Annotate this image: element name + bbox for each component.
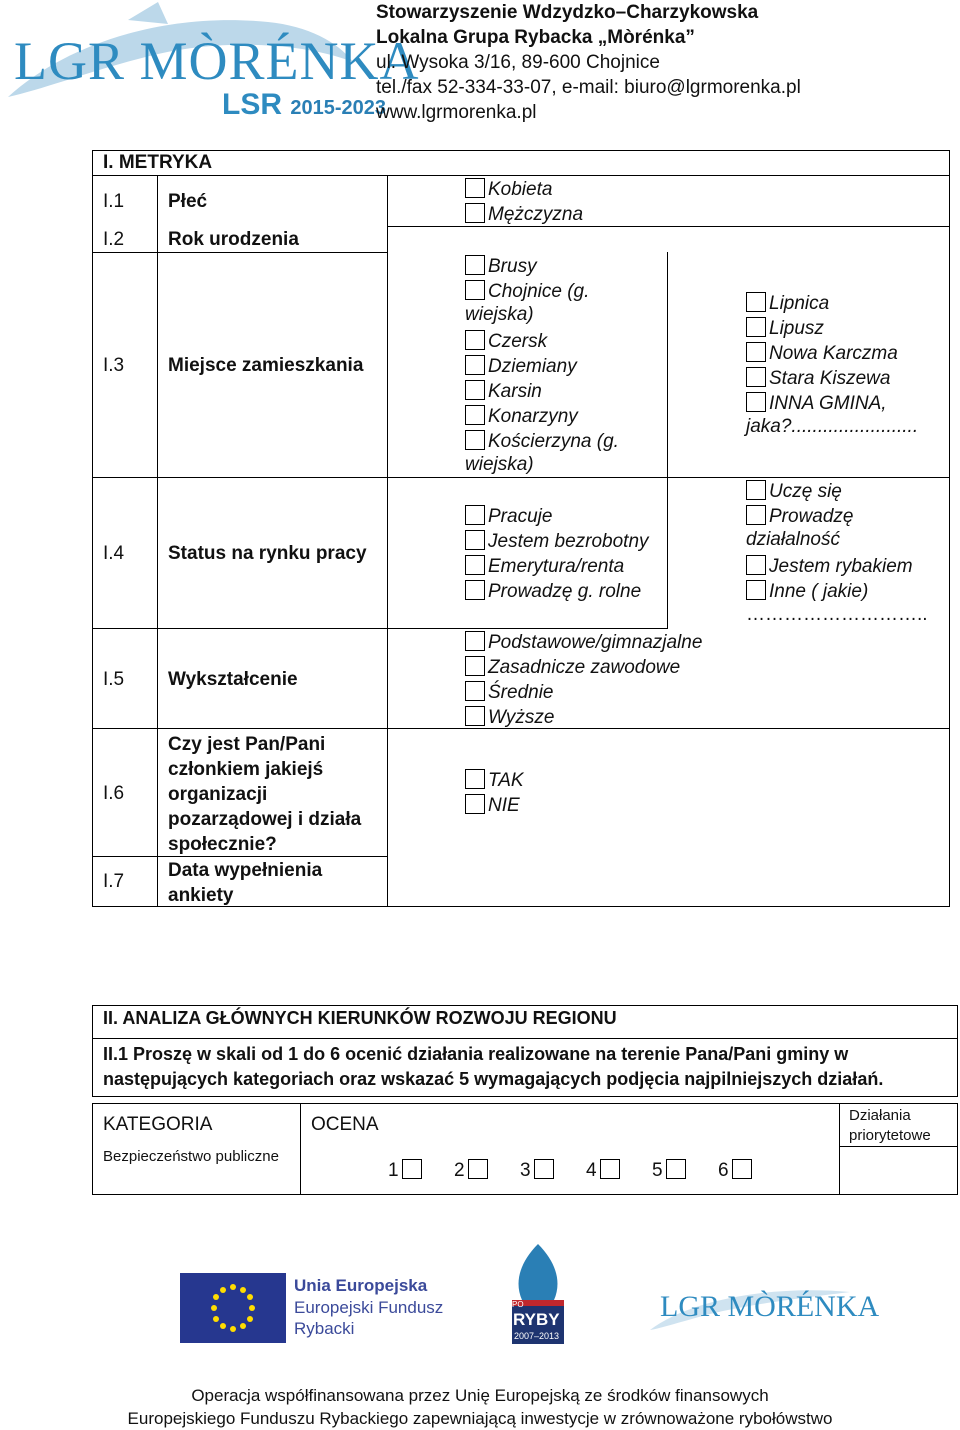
checkbox-tak[interactable]: TAK	[465, 768, 524, 793]
checkbox-nowa-karczma[interactable]: Nowa Karczma	[746, 341, 898, 366]
option-continuation: działalność	[746, 529, 840, 550]
org-contact: tel./fax 52-334-33-07, e-mail: biuro@lgrmorenka.pl	[376, 77, 801, 98]
rating-4[interactable]: 4	[586, 1159, 623, 1182]
row-category: Bezpieczeństwo publiczne	[103, 1148, 279, 1165]
checkbox-koscierzyna[interactable]: Kościerzyna (g.	[465, 429, 619, 454]
footer-line-1: Operacja współfinansowana przez Unię Europejską ze środków finansowych	[191, 1386, 769, 1405]
org-name: Stowarzyszenie Wdzydzko–Charzykowska	[376, 2, 759, 23]
checkbox-czersk[interactable]: Czersk	[465, 329, 547, 354]
row-num: I.1	[103, 191, 125, 212]
checkbox-bezrobotny[interactable]: Jestem bezrobotny	[465, 529, 649, 554]
row-num: I.4	[103, 543, 125, 564]
org-address: ul. Wysoka 3/16, 89-600 Chojnice	[376, 52, 660, 73]
row-num: I.7	[103, 871, 125, 892]
inne-fill[interactable]: ………………………..	[746, 604, 928, 625]
logo-lsr: LSR 2015-2023	[222, 88, 386, 121]
checkbox-nie[interactable]: NIE	[465, 793, 520, 818]
row-num: I.2	[103, 229, 125, 250]
rating-2[interactable]: 2	[454, 1159, 491, 1182]
footer-line-2: Europejskiego Funduszu Rybackiego zapewniającą inwestycje w zrównoważone rybołówstwo	[127, 1409, 833, 1428]
checkbox-srednie[interactable]: Średnie	[465, 680, 554, 705]
org-website: www.lgrmorenka.pl	[376, 102, 537, 123]
checkbox-inna-gmina[interactable]: INNA GMINA,	[746, 391, 887, 416]
org-group: Lokalna Grupa Rybacka „Mòrénka”	[376, 27, 695, 48]
date-field[interactable]	[388, 857, 949, 906]
row-label: Status na rynku pracy	[168, 543, 367, 564]
eu-flag-icon	[180, 1273, 286, 1343]
checkbox-podstawowe[interactable]: Podstawowe/gimnazjalne	[465, 630, 702, 655]
ryby-po: PO	[512, 1300, 524, 1309]
col-dzialania: Działania priorytetowe	[849, 1107, 931, 1144]
checkbox-konarzyny[interactable]: Konarzyny	[465, 404, 578, 429]
organization-info	[376, 0, 801, 125]
lgr-text: LGR MÒRÉNKA	[660, 1290, 880, 1323]
footer	[0, 1384, 960, 1430]
rating-1[interactable]: 1	[388, 1159, 425, 1182]
row-label: Wykształcenie	[168, 669, 298, 690]
ryby-name: RYBY	[513, 1310, 560, 1329]
col-kategoria: KATEGORIA	[103, 1114, 213, 1135]
option-continuation: wiejska)	[465, 304, 534, 325]
checkbox-kobieta[interactable]: Kobieta	[465, 177, 552, 202]
rating-5[interactable]: 5	[652, 1159, 689, 1182]
checkbox-chojnice[interactable]: Chojnice (g.	[465, 279, 589, 304]
checkbox-brusy[interactable]: Brusy	[465, 254, 537, 279]
rating-6[interactable]: 6	[718, 1159, 755, 1182]
row-label: Płeć	[168, 191, 208, 212]
checkbox-lipusz[interactable]: Lipusz	[746, 316, 824, 341]
eu-line-1: Unia Europejska	[294, 1276, 428, 1295]
checkbox-lipnica[interactable]: Lipnica	[746, 291, 829, 316]
row-label: Data wypełnienia ankiety	[168, 860, 323, 906]
ryby-years: 2007–2013	[514, 1331, 560, 1341]
checkbox-mezczyzna[interactable]: Mężczyzna	[465, 202, 583, 227]
checkbox-rybak[interactable]: Jestem rybakiem	[746, 554, 913, 579]
priority-field[interactable]	[840, 1147, 957, 1194]
question-line-1: II.1 Proszę w skali od 1 do 6 ocenić działania realizowane na terenie Pana/Pani gminy w	[103, 1044, 849, 1064]
logo-text: LGR MÒRÉNKA	[14, 31, 420, 91]
checkbox-karsin[interactable]: Karsin	[465, 379, 542, 404]
checkbox-zasadnicze[interactable]: Zasadnicze zawodowe	[465, 655, 680, 680]
inna-gmina-fill[interactable]: jaka?........................	[746, 416, 919, 437]
row-num: I.6	[103, 783, 125, 804]
checkbox-wyzsze[interactable]: Wyższe	[465, 705, 555, 730]
row-label: Czy jest Pan/Pani członkiem jakiejś organizacji pozarządowej i działa społecznie?	[168, 734, 362, 855]
section-title: I. METRYKA	[103, 152, 213, 173]
checkbox-pracuje[interactable]: Pracuje	[465, 504, 552, 529]
option-continuation: wiejska)	[465, 454, 534, 475]
row-num: I.5	[103, 669, 125, 690]
col-ocena: OCENA	[311, 1114, 379, 1135]
checkbox-gospodarstwo[interactable]: Prowadzę g. rolne	[465, 579, 641, 604]
eu-line-3: Rybacki	[294, 1319, 355, 1338]
question-line-2: następujących kategoriach oraz wskazać 5 wymagających podjęcia najpilniejszych działań.	[103, 1069, 884, 1089]
row-label: Rok urodzenia	[168, 229, 299, 250]
row-label: Miejsce zamieszkania	[168, 355, 364, 376]
checkbox-emerytura[interactable]: Emerytura/renta	[465, 554, 624, 579]
section-title: II. ANALIZA GŁÓWNYCH KIERUNKÓW ROZWOJU REGIONU	[103, 1008, 617, 1028]
eu-line-2: Europejski Fundusz	[294, 1298, 444, 1317]
row-num: I.3	[103, 355, 125, 376]
checkbox-inne[interactable]: Inne ( jakie)	[746, 579, 868, 604]
checkbox-stara-kiszewa[interactable]: Stara Kiszewa	[746, 366, 890, 391]
rating-3[interactable]: 3	[520, 1159, 557, 1182]
checkbox-dzialalnosc[interactable]: Prowadzę	[746, 504, 854, 529]
checkbox-ucze-sie[interactable]: Uczę się	[746, 479, 842, 504]
checkbox-dziemiany[interactable]: Dziemiany	[465, 354, 577, 379]
